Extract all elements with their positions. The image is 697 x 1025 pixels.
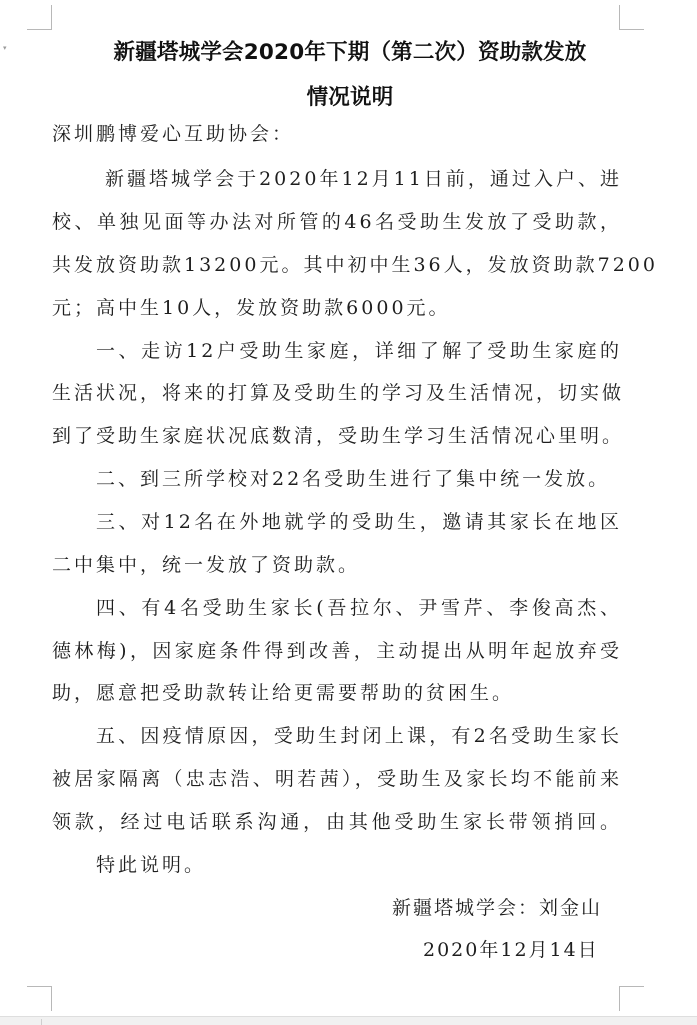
intro-line-3: 共发放资助款13200元。其中初中生36人，发放资助款7200: [52, 254, 658, 276]
intro-line-4: 元；高中生10人，发放资助款6000元。: [52, 297, 451, 319]
signature: 新疆塔城学会：刘金山: [392, 897, 603, 919]
document-title-line-1: 新疆塔城学会2020年下期（第二次）资助款发放: [113, 40, 587, 65]
status-bar-divider: [41, 1019, 42, 1025]
item-5-line-2: 被居家隔离（忠志浩、明若茜），受助生及家长均不能前来: [52, 768, 622, 790]
item-5-line-3: 领款，经过电话联系沟通，由其他受助生家长带领捎回。: [52, 811, 622, 833]
margin-corner-top-right: [619, 5, 644, 30]
salutation: 深圳鹏博爱心互助协会：: [52, 123, 295, 145]
item-1-line-2: 生活状况，将来的打算及受助生的学习及生活情况，切实做: [52, 382, 625, 404]
item-2-line-1: 二、到三所学校对22名受助生进行了集中统一发放。: [96, 468, 611, 490]
margin-corner-top-left: [27, 5, 52, 30]
item-4-line-2: 德林梅)，因家庭条件得到改善，主动提出从明年起放弃受: [52, 640, 622, 662]
intro-line-2: 校、单独见面等办法对所管的46名受助生发放了受助款，: [52, 211, 622, 233]
item-4-line-1: 四、有4名受助生家长(吾拉尔、尹雪芹、李俊高杰、: [96, 597, 622, 619]
margin-corner-bottom-left: [27, 986, 52, 1011]
item-1-line-3: 到了受助生家庭状况底数清，受助生学习生活情况心里明。: [52, 425, 625, 447]
signature-date: 2020年12月14日: [423, 939, 599, 961]
intro-line-1: 新疆塔城学会于2020年12月11日前，通过入户、进: [105, 168, 622, 190]
item-5-line-1: 五、因疫情原因，受助生封闭上课，有2名受助生家长: [96, 725, 622, 747]
paragraph-collapse-icon[interactable]: ▾: [3, 44, 7, 52]
item-3-line-2: 二中集中，统一发放了资助款。: [52, 554, 361, 576]
closing-statement: 特此说明。: [96, 854, 207, 876]
margin-corner-bottom-right: [619, 986, 644, 1011]
item-4-line-3: 助，愿意把受助款转让给更需要帮助的贫困生。: [52, 682, 515, 704]
document-title-line-2: 情况说明: [306, 85, 394, 110]
item-1-line-1: 一、走访12户受助生家庭，详细了解了受助生家庭的: [96, 340, 622, 362]
item-3-line-1: 三、对12名在外地就学的受助生，邀请其家长在地区: [96, 511, 622, 533]
